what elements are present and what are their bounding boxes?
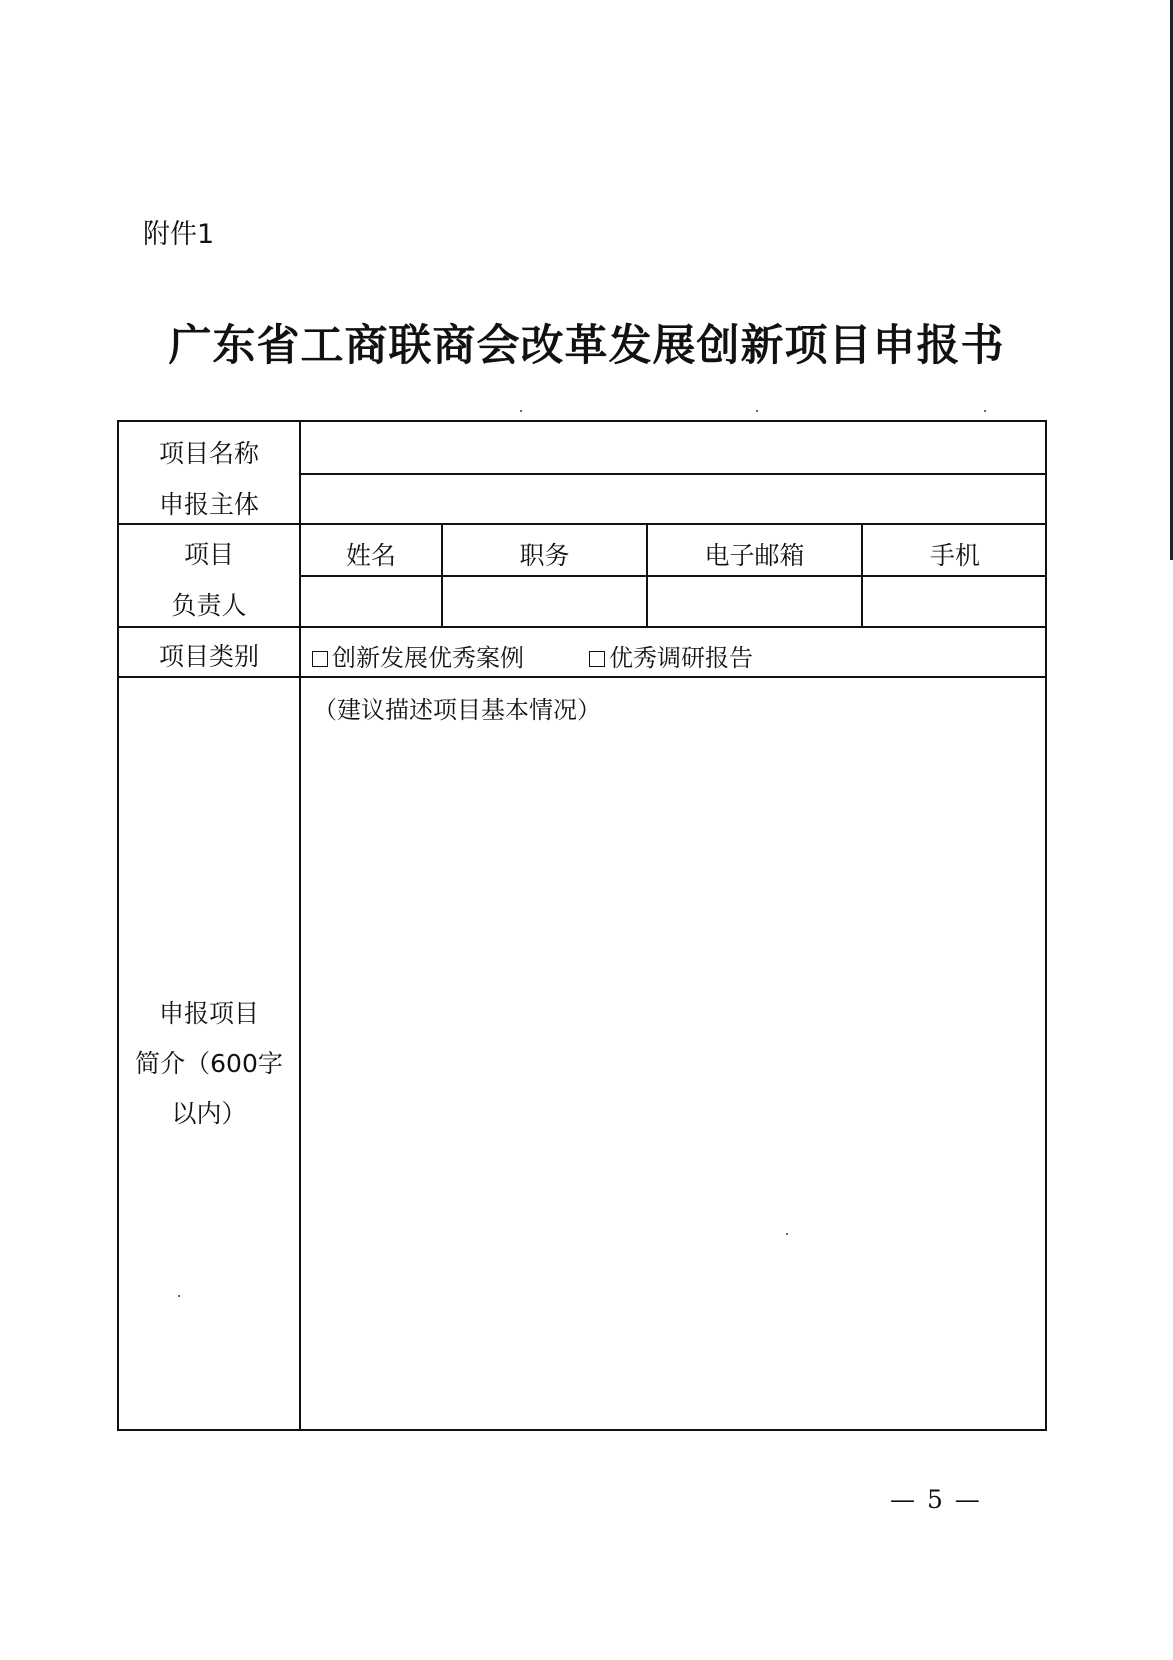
application-form-table [117, 420, 1047, 1431]
leader-phone-field[interactable] [863, 577, 1047, 626]
row-divider [119, 626, 1047, 628]
leader-email-field[interactable] [648, 577, 861, 626]
category-label: 项目类别 [158, 642, 259, 671]
scan-speck [984, 410, 986, 412]
project-name-label: 项目名称 [158, 439, 259, 468]
checkbox-icon[interactable] [589, 651, 605, 667]
category-option-innovation[interactable] [312, 638, 524, 673]
intro-label-line1: 申报项目 [158, 999, 259, 1028]
category-option-label: 优秀调研报告 [609, 644, 753, 672]
intro-label-line2: 简介（600字 [135, 1049, 283, 1078]
applicant-field[interactable] [301, 475, 1047, 523]
leader-label-line2: 负责人 [171, 591, 247, 620]
document-title: 广东省工商联商会改革发展创新项目申报书 [168, 321, 1005, 371]
category-option-label: 创新发展优秀案例 [332, 644, 524, 672]
intro-label-line3: 以内） [171, 1099, 247, 1128]
intro-textarea[interactable] [301, 678, 1047, 1429]
attachment-label: 附件1 [143, 219, 215, 250]
leader-column-name: 姓名 [345, 541, 396, 570]
leader-column-email: 电子邮箱 [704, 541, 805, 570]
project-name-field[interactable] [301, 422, 1047, 473]
category-option-research[interactable] [589, 638, 753, 673]
row-divider [119, 523, 1047, 525]
scan-speck [520, 410, 522, 412]
scan-speck [756, 410, 758, 412]
leader-column-phone: 手机 [929, 541, 980, 570]
leader-column-position: 职务 [519, 541, 570, 570]
page-number: — 5 — [890, 1485, 982, 1514]
leader-name-field[interactable] [301, 577, 441, 626]
applicant-label: 申报主体 [158, 490, 259, 519]
leader-position-field[interactable] [443, 577, 646, 626]
intro-hint: （建议描述项目基本情况） [313, 696, 601, 724]
checkbox-icon[interactable] [312, 651, 328, 667]
leader-label-line1: 项目 [183, 540, 234, 569]
